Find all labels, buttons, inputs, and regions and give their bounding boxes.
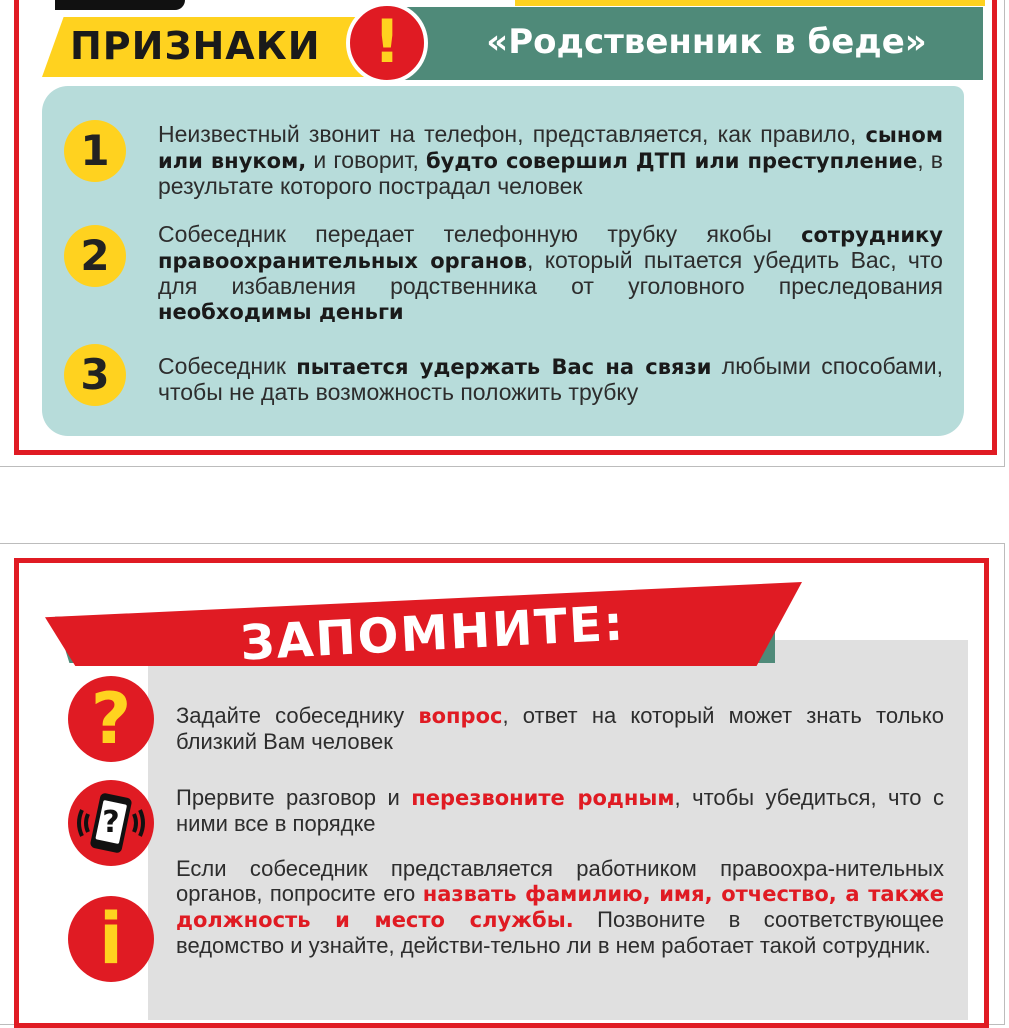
sign-1-text: и говорит, [306,147,427,173]
tip-3-text: Если собеседник представляется работником правоохра-нительных органов, попросите его [176,856,944,906]
tip-1-text: , ответ на который может знать только близкий Вам человек [176,703,944,754]
tip-2-text: Прервите разговор и [176,785,412,810]
sign-2-highlight: необходимы деньги [158,300,404,324]
signs-title: «Родственник в беде» [486,22,927,62]
info-glyph: i [99,898,123,980]
sign-text-1 [158,122,943,199]
sign-1-text: Неизвестный звонит на телефон, представляется, как правило, [158,121,866,147]
sign-2-text: , который пытается убедить Вас, что для избавления родственника от уголовного преследования [158,247,943,299]
tip-text-1 [176,703,944,754]
exclamation-glyph: ! [373,7,401,77]
tip-1-highlight: вопрос [418,704,503,728]
sign-text-2 [158,222,943,325]
sign-3-highlight: пытается удержать Вас на связи [296,355,712,379]
sign-2-text: Собеседник передает телефонную трубку якобы [158,221,802,247]
sign-1-highlight: будто совершил ДТП или преступление [426,149,918,173]
number-badge-2: 2 [64,225,126,287]
sign-1-highlight: сыном или внуком, [158,123,943,173]
tip-3-text: Позвоните в соответствующее ведомство и узнайте, действи-тельно ли в нем работает такой сотрудник. [176,907,944,958]
sign-2-highlight: сотруднику правоохранительных органов [158,223,943,273]
tip-1-text: Задайте собеседнику [176,703,419,728]
tip-3-highlight: назвать фамилию, имя, отчество, а также должность и место службы. [176,882,944,932]
sign-3-text: любыми способами, чтобы не дать возможность положить трубку [158,353,943,405]
tip-text-2 [176,785,944,836]
sign-1-text: , в результате которого пострадал человек [158,147,943,199]
phone-question-glyph: ? [102,805,120,840]
remember-title: ЗАПОМНИТЕ: [238,595,627,672]
question-glyph: ? [90,678,132,760]
tip-2-text: , чтобы убедиться, что с ними все в порядке [176,785,944,836]
number-badge-1: 1 [64,120,126,182]
black-corner-shape [55,0,185,10]
tip-2-highlight: перезвоните родным [411,786,675,810]
sign-3-text: Собеседник [158,353,297,379]
top-yellow-strip [515,0,985,6]
number-badge-3: 3 [64,344,126,406]
tip-text-3 [176,856,944,958]
sign-text-3 [158,354,943,405]
signs-label: ПРИЗНАКИ [70,24,321,68]
